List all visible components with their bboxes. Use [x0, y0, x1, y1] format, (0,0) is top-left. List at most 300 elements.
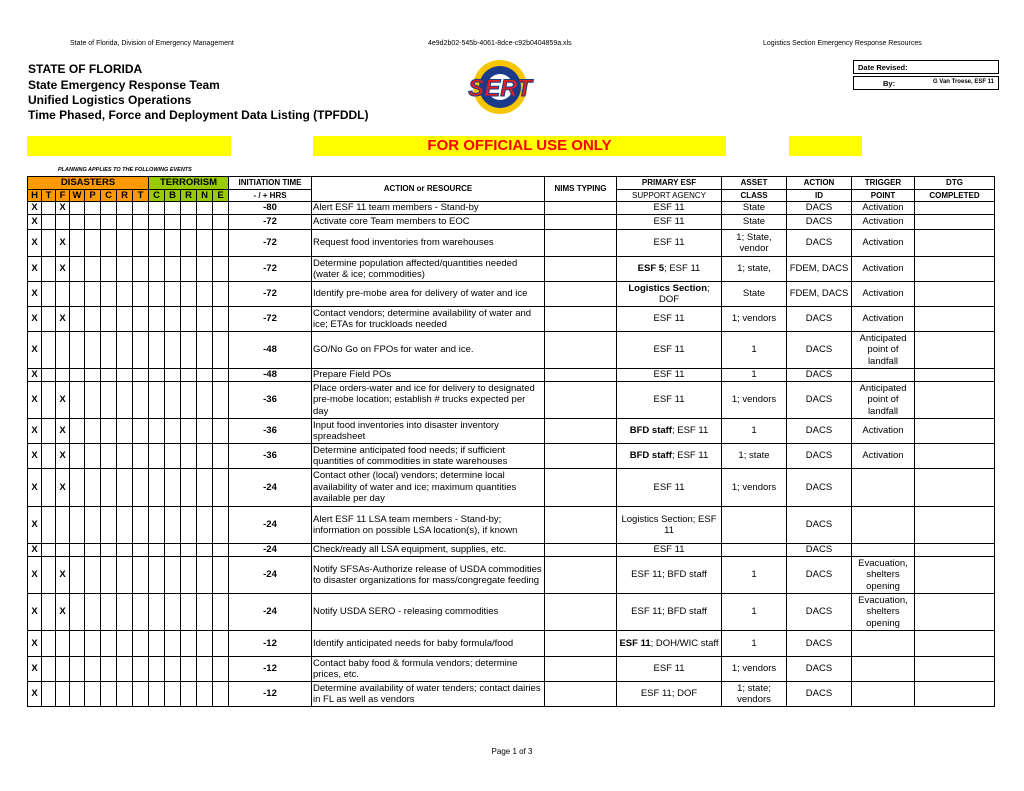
dtg-completed-cell — [915, 257, 995, 282]
event-cell — [149, 557, 165, 594]
event-cell — [133, 382, 149, 419]
action-cell: GO/No Go on FPOs for water and ice. — [312, 332, 545, 369]
initiation-time-cell: -72 — [229, 282, 312, 307]
event-cell — [117, 594, 133, 631]
initiation-time-cell: -12 — [229, 682, 312, 707]
action-cell: Activate core Team members to EOC — [312, 215, 545, 230]
event-cell — [213, 257, 229, 282]
event-cell — [85, 594, 101, 631]
event-cell — [133, 215, 149, 230]
primary-agency-cell — [617, 215, 722, 230]
event-cell — [70, 332, 85, 369]
event-h-cell: X — [28, 557, 42, 594]
disaster-code-t: T — [133, 189, 149, 202]
event-cell — [213, 230, 229, 257]
disaster-code-c: C — [101, 189, 117, 202]
event-h-cell: X — [28, 382, 42, 419]
disasters-header: DISASTERS — [28, 177, 149, 190]
event-cell — [165, 469, 181, 507]
table-row — [28, 444, 995, 469]
event-t-cell — [42, 657, 56, 682]
event-cell — [165, 557, 181, 594]
terrorism-header: TERRORISM — [149, 177, 229, 190]
event-cell — [70, 282, 85, 307]
support-agency: ESF 11; DOF — [640, 688, 698, 700]
event-cell — [197, 307, 213, 332]
event-cell — [70, 369, 85, 382]
action-cell: Notify USDA SERO - releasing commodities — [312, 594, 545, 631]
disaster-code-f: F — [56, 189, 70, 202]
primary-agency-cell — [617, 307, 722, 332]
event-cell — [133, 469, 149, 507]
nims-cell — [545, 215, 617, 230]
event-f-cell: X — [56, 419, 70, 444]
table-row — [28, 382, 995, 419]
action-cell: Determine availability of water tenders; contact dairies in FL as well as vendors — [312, 682, 545, 707]
action-cell: Contact vendors; determine availability of water and ice; ETAs for truckloads needed — [312, 307, 545, 332]
support-agency: ESF 11; BFD staff — [631, 606, 707, 618]
dtg-completed-cell — [915, 202, 995, 215]
initiation-time-cell: -12 — [229, 657, 312, 682]
event-f-cell — [56, 682, 70, 707]
event-cell — [181, 230, 197, 257]
event-cell — [101, 419, 117, 444]
support-agency: Logistics Section; ESF 11 — [621, 513, 717, 536]
asset-class-cell: 1 — [722, 594, 787, 631]
event-cell — [165, 215, 181, 230]
asset-class-cell: State — [722, 202, 787, 215]
action-id-cell: FDEM, DACS — [787, 282, 852, 307]
table-row — [28, 419, 995, 444]
event-cell — [70, 544, 85, 557]
asset-class-cell: 1; state — [722, 444, 787, 469]
event-cell — [133, 332, 149, 369]
event-cell — [70, 215, 85, 230]
event-h-cell: X — [28, 469, 42, 507]
asset-class-cell: 1 — [722, 369, 787, 382]
event-f-cell: X — [56, 382, 70, 419]
event-cell — [133, 202, 149, 215]
event-cell — [117, 382, 133, 419]
event-cell — [133, 307, 149, 332]
event-cell — [197, 469, 213, 507]
primary-agency-cell — [617, 282, 722, 307]
action-id-cell: DACS — [787, 557, 852, 594]
action-cell: Identify anticipated needs for baby formula/food — [312, 631, 545, 657]
event-cell — [149, 682, 165, 707]
event-cell — [213, 631, 229, 657]
event-t-cell — [42, 507, 56, 544]
event-f-cell — [56, 631, 70, 657]
event-cell — [165, 507, 181, 544]
table-row — [28, 202, 995, 215]
title-unified: Unified Logistics Operations — [28, 93, 192, 107]
initiation-time-cell: -24 — [229, 544, 312, 557]
event-h-cell: X — [28, 369, 42, 382]
header-filename: 4e9d2b02-545b-4061-8dce-c92b0404859a.xls — [428, 40, 572, 47]
primary-agency-cell — [617, 382, 722, 419]
initiation-time-cell: -36 — [229, 419, 312, 444]
event-h-cell: X — [28, 257, 42, 282]
event-cell — [117, 507, 133, 544]
event-cell — [133, 282, 149, 307]
event-cell — [181, 332, 197, 369]
event-h-cell: X — [28, 202, 42, 215]
event-cell — [133, 507, 149, 544]
asset-subheader: CLASS — [722, 189, 787, 202]
nims-cell — [545, 282, 617, 307]
primary-agency-cell — [617, 257, 722, 282]
primary-agency-cell — [617, 657, 722, 682]
support-agency: ESF 11 — [653, 313, 685, 325]
event-cell — [213, 544, 229, 557]
disaster-code-h: H — [28, 189, 42, 202]
event-cell — [197, 282, 213, 307]
event-h-cell: X — [28, 444, 42, 469]
yellow-bar-left — [27, 136, 231, 156]
event-cell — [101, 215, 117, 230]
event-cell — [181, 682, 197, 707]
event-t-cell — [42, 557, 56, 594]
trigger-point-cell: Evacuation, shelters opening — [852, 594, 915, 631]
event-cell — [149, 444, 165, 469]
event-cell — [101, 631, 117, 657]
event-t-cell — [42, 202, 56, 215]
event-cell — [85, 382, 101, 419]
asset-class-cell: 1 — [722, 557, 787, 594]
page-number: Page 1 of 3 — [491, 747, 533, 756]
dtg-completed-cell — [915, 230, 995, 257]
svg-text:SERT: SERT — [468, 75, 532, 102]
event-cell — [165, 444, 181, 469]
event-cell — [181, 657, 197, 682]
event-cell — [213, 369, 229, 382]
primary-header: PRIMARY ESF — [617, 177, 722, 190]
primary-subheader: SUPPORT AGENCY — [617, 189, 722, 202]
asset-class-cell: 1; vendors — [722, 469, 787, 507]
event-cell — [85, 657, 101, 682]
event-cell — [181, 382, 197, 419]
event-cell — [101, 469, 117, 507]
disaster-code-p: P — [85, 189, 101, 202]
event-cell — [133, 682, 149, 707]
event-h-cell: X — [28, 230, 42, 257]
initiation-subheader: - / + HRS — [229, 189, 312, 202]
event-cell — [101, 307, 117, 332]
event-cell — [149, 594, 165, 631]
event-cell — [149, 307, 165, 332]
event-f-cell: X — [56, 230, 70, 257]
nims-cell — [545, 202, 617, 215]
event-cell — [101, 382, 117, 419]
trigger-point-cell: Anticipated point of landfall — [852, 382, 915, 419]
event-f-cell: X — [56, 594, 70, 631]
primary-agency-cell — [617, 682, 722, 707]
event-h-cell: X — [28, 594, 42, 631]
event-cell — [181, 444, 197, 469]
event-cell — [85, 307, 101, 332]
action-cell: Determine population affected/quantities needed (water & ice; commodities) — [312, 257, 545, 282]
asset-header: ASSET — [722, 177, 787, 190]
event-cell — [85, 369, 101, 382]
event-cell — [213, 657, 229, 682]
action-id-cell: DACS — [787, 307, 852, 332]
event-cell — [85, 507, 101, 544]
table-row — [28, 682, 995, 707]
event-h-cell: X — [28, 332, 42, 369]
support-agency: ESF 11 — [653, 344, 685, 356]
dtg-completed-cell — [915, 332, 995, 369]
dtg-completed-cell — [915, 507, 995, 544]
event-cell — [117, 307, 133, 332]
event-cell — [101, 230, 117, 257]
event-cell — [197, 682, 213, 707]
support-agency: ESF 11 — [653, 202, 685, 214]
event-cell — [213, 215, 229, 230]
trigger-point-cell: Activation — [852, 282, 915, 307]
event-cell — [165, 382, 181, 419]
trigger-point-cell — [852, 631, 915, 657]
event-cell — [181, 369, 197, 382]
support-agency: ESF 11 — [653, 481, 685, 493]
event-cell — [85, 631, 101, 657]
event-cell — [181, 544, 197, 557]
event-cell — [85, 444, 101, 469]
initiation-time-cell: -24 — [229, 594, 312, 631]
event-cell — [85, 544, 101, 557]
event-cell — [133, 444, 149, 469]
primary-agency-cell — [617, 469, 722, 507]
action-cell: Notify SFSAs-Authorize release of USDA commodities to disaster organizations for mass/congregate feeding — [312, 557, 545, 594]
action-cell: Prepare Field POs — [312, 369, 545, 382]
primary-agency-bold: BFD staff — [629, 425, 672, 437]
event-cell — [133, 631, 149, 657]
table-row — [28, 594, 995, 631]
support-agency: ESF 11; BFD staff — [631, 569, 707, 581]
event-cell — [197, 444, 213, 469]
action-id-cell: DACS — [787, 657, 852, 682]
trigger-point-cell: Activation — [852, 307, 915, 332]
event-cell — [70, 594, 85, 631]
event-cell — [101, 282, 117, 307]
support-agency: ; DOH/WIC staff — [650, 637, 719, 649]
event-cell — [149, 544, 165, 557]
action-id-subheader: ID — [787, 189, 852, 202]
dtg-completed-cell — [915, 282, 995, 307]
event-cell — [165, 230, 181, 257]
initiation-time-cell: -36 — [229, 382, 312, 419]
event-cell — [149, 469, 165, 507]
event-cell — [133, 257, 149, 282]
event-h-cell: X — [28, 419, 42, 444]
event-cell — [149, 631, 165, 657]
nims-cell — [545, 257, 617, 282]
dtg-completed-cell — [915, 369, 995, 382]
event-cell — [117, 230, 133, 257]
dtg-completed-cell — [915, 444, 995, 469]
event-cell — [117, 631, 133, 657]
trigger-point-cell — [852, 507, 915, 544]
official-use-banner: FOR OFFICIAL USE ONLY — [313, 136, 726, 156]
event-cell — [117, 557, 133, 594]
asset-class-cell: 1 — [722, 332, 787, 369]
event-cell — [101, 682, 117, 707]
event-cell — [197, 332, 213, 369]
event-cell — [85, 257, 101, 282]
trigger-header: TRIGGER — [852, 177, 915, 190]
disaster-code-t: T — [42, 189, 56, 202]
event-h-cell: X — [28, 657, 42, 682]
support-agency: ESF 11 — [653, 394, 685, 406]
event-cell — [165, 419, 181, 444]
sert-logo — [448, 58, 552, 116]
dtg-completed-cell — [915, 544, 995, 557]
event-cell — [101, 657, 117, 682]
event-cell — [213, 557, 229, 594]
dtg-completed-cell — [915, 657, 995, 682]
event-cell — [133, 544, 149, 557]
asset-class-cell — [722, 544, 787, 557]
event-f-cell: X — [56, 469, 70, 507]
initiation-time-cell: -12 — [229, 631, 312, 657]
event-cell — [70, 682, 85, 707]
event-cell — [165, 202, 181, 215]
event-h-cell: X — [28, 682, 42, 707]
nims-cell — [545, 469, 617, 507]
event-cell — [181, 469, 197, 507]
action-cell: Place orders-water and ice for delivery to designated pre-mobe location; establish # trucks expected per day — [312, 382, 545, 419]
nims-cell — [545, 557, 617, 594]
event-cell — [149, 332, 165, 369]
header-left: State of Florida, Division of Emergency Management — [70, 40, 234, 47]
event-cell — [70, 230, 85, 257]
event-cell — [197, 215, 213, 230]
event-f-cell — [56, 507, 70, 544]
title-state: STATE OF FLORIDA — [28, 62, 143, 76]
event-cell — [133, 594, 149, 631]
support-agency: ESF 11 — [653, 369, 685, 381]
action-cell: Identify pre-mobe area for delivery of water and ice — [312, 282, 545, 307]
title-sert: State Emergency Response Team — [28, 78, 220, 92]
event-cell — [85, 215, 101, 230]
event-cell — [149, 257, 165, 282]
asset-class-cell — [722, 507, 787, 544]
event-f-cell: X — [56, 257, 70, 282]
table-row — [28, 307, 995, 332]
by-value: G Van Troese, ESF 11 — [932, 79, 994, 85]
nims-cell — [545, 594, 617, 631]
primary-agency-cell — [617, 369, 722, 382]
event-cell — [197, 257, 213, 282]
event-t-cell — [42, 469, 56, 507]
event-f-cell — [56, 657, 70, 682]
event-cell — [213, 332, 229, 369]
action-id-cell: DACS — [787, 469, 852, 507]
asset-class-cell: 1; state, — [722, 257, 787, 282]
event-t-cell — [42, 230, 56, 257]
event-t-cell — [42, 544, 56, 557]
dtg-completed-cell — [915, 419, 995, 444]
support-agency: ESF 11 — [653, 237, 685, 249]
event-cell — [117, 444, 133, 469]
event-cell — [149, 507, 165, 544]
action-cell: Contact other (local) vendors; determine local availability of water and ice; maximum quantities available per day — [312, 469, 545, 507]
table-row — [28, 369, 995, 382]
action-id-cell: FDEM, DACS — [787, 257, 852, 282]
nims-cell — [545, 507, 617, 544]
disaster-code-r: R — [117, 189, 133, 202]
event-cell — [101, 557, 117, 594]
event-cell — [70, 444, 85, 469]
event-cell — [181, 282, 197, 307]
initiation-time-cell: -48 — [229, 369, 312, 382]
trigger-point-cell — [852, 544, 915, 557]
event-cell — [197, 369, 213, 382]
event-f-cell: X — [56, 444, 70, 469]
asset-class-cell: 1; state; vendors — [722, 682, 787, 707]
event-t-cell — [42, 594, 56, 631]
primary-agency-bold: Logistics Section — [628, 282, 707, 294]
event-f-cell: X — [56, 307, 70, 332]
event-cell — [133, 419, 149, 444]
event-cell — [101, 444, 117, 469]
trigger-point-cell: Activation — [852, 257, 915, 282]
action-id-cell: DACS — [787, 215, 852, 230]
event-f-cell: X — [56, 202, 70, 215]
event-cell — [165, 282, 181, 307]
dtg-completed-cell — [915, 307, 995, 332]
event-cell — [181, 419, 197, 444]
event-cell — [101, 369, 117, 382]
event-t-cell — [42, 332, 56, 369]
event-f-cell — [56, 215, 70, 230]
asset-class-cell: 1; State, vendor — [722, 230, 787, 257]
trigger-point-cell — [852, 369, 915, 382]
event-cell — [117, 332, 133, 369]
action-id-cell: DACS — [787, 382, 852, 419]
nims-cell — [545, 369, 617, 382]
event-cell — [149, 419, 165, 444]
event-cell — [149, 230, 165, 257]
event-cell — [101, 594, 117, 631]
nims-cell — [545, 382, 617, 419]
table-row — [28, 215, 995, 230]
primary-agency-bold: ESF 11 — [619, 637, 651, 649]
event-cell — [181, 557, 197, 594]
action-header: ACTION or RESOURCE — [312, 177, 545, 202]
table-row — [28, 257, 995, 282]
event-cell — [165, 544, 181, 557]
event-cell — [117, 257, 133, 282]
nims-cell — [545, 682, 617, 707]
event-cell — [101, 202, 117, 215]
asset-class-cell: State — [722, 282, 787, 307]
event-cell — [149, 382, 165, 419]
event-cell — [213, 382, 229, 419]
event-cell — [101, 332, 117, 369]
initiation-header: INITIATION TIME — [229, 177, 312, 190]
event-cell — [197, 631, 213, 657]
event-t-cell — [42, 419, 56, 444]
trigger-point-cell: Activation — [852, 202, 915, 215]
trigger-point-cell: Activation — [852, 444, 915, 469]
event-cell — [197, 230, 213, 257]
header-right: Logistics Section Emergency Response Resources — [763, 40, 922, 47]
event-cell — [197, 544, 213, 557]
event-cell — [133, 557, 149, 594]
event-cell — [85, 202, 101, 215]
event-cell — [149, 657, 165, 682]
